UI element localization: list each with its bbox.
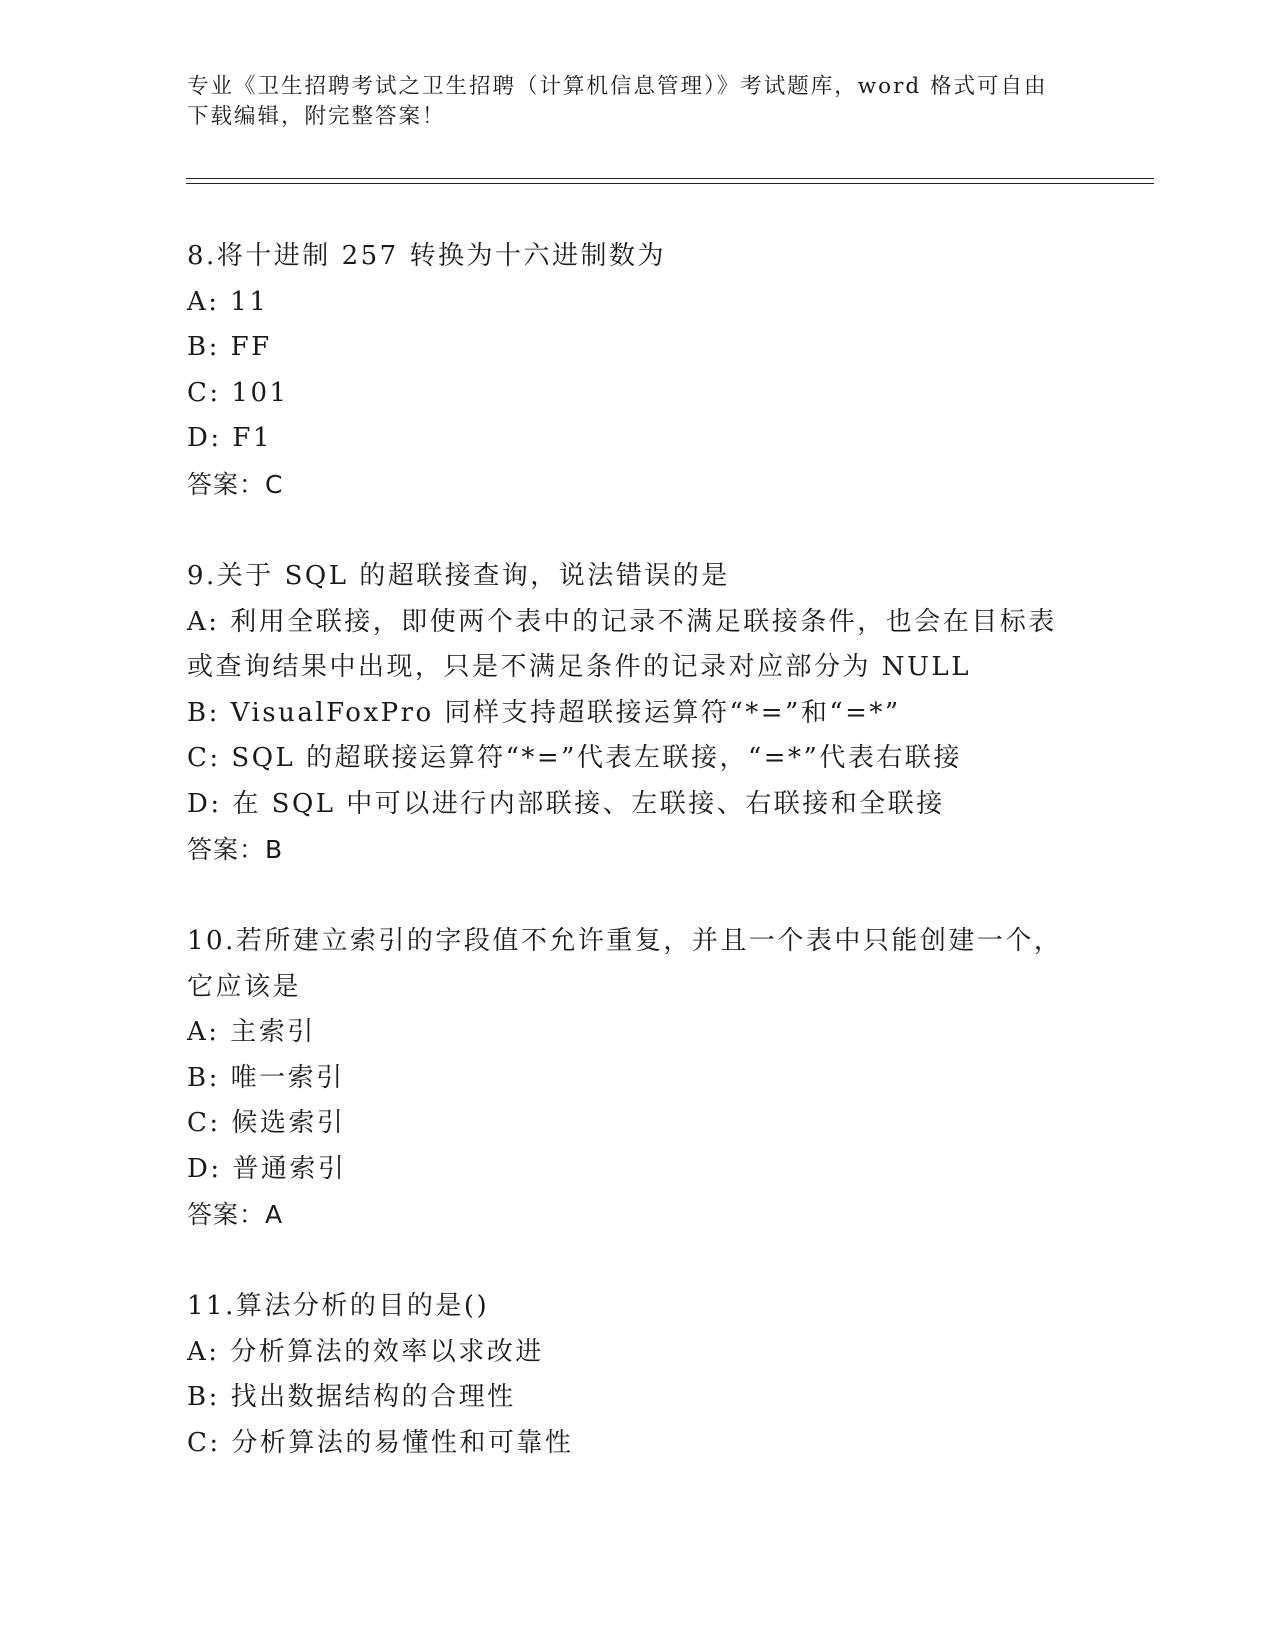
option-d: D: 普通索引 <box>187 1153 347 1184</box>
option-d: D: F1 <box>187 423 272 453</box>
option-a: A: 主索引 <box>187 1017 316 1047</box>
option-c: C: 分析算法的易懂性和可靠性 <box>187 1427 574 1458</box>
option-c: C: 候选索引 <box>187 1108 346 1138</box>
question-stem: 11.算法分析的目的是() <box>187 1291 490 1321</box>
question-stem: 8.将十进制 257 转换为十六进制数为 <box>187 241 666 271</box>
answer: 答案：A <box>187 1200 284 1229</box>
option-d: D: 在 SQL 中可以进行内部联接、左联接、右联接和全联接 <box>187 788 945 819</box>
header-divider-bottom <box>186 183 1154 184</box>
option-b: B: FF <box>187 332 272 362</box>
option-a: A: 利用全联接，即使两个表中的记录不满足联接条件，也会在目标表 <box>187 606 1057 637</box>
document-header <box>187 72 1067 132</box>
question-stem: 10.若所建立索引的字段值不允许重复，并且一个表中只能创建一个， <box>187 926 1063 956</box>
option-b: B: 找出数据结构的合理性 <box>187 1382 516 1412</box>
question-9 <box>187 554 1087 873</box>
answer: 答案：C <box>187 469 284 499</box>
option-b: B: 唯一索引 <box>187 1062 345 1093</box>
option-c: C: SQL 的超联接运算符“*=”代表左联接，“=*”代表右联接 <box>187 743 962 773</box>
option-a-continued: 或查询结果中出现，只是不满足条件的记录对应部分为 NULL <box>187 652 971 682</box>
question-11 <box>187 1284 1087 1466</box>
question-stem: 9.关于 SQL 的超联接查询，说法错误的是 <box>187 561 730 591</box>
option-b: B: VisualFoxPro 同样支持超联接运算符“*=”和“=*” <box>187 697 901 728</box>
question-8 <box>187 234 1087 507</box>
option-c: C: 101 <box>187 377 289 408</box>
option-a: A: 分析算法的效率以求改进 <box>187 1336 544 1367</box>
header-divider-top <box>186 178 1154 179</box>
question-10 <box>187 919 1087 1238</box>
option-a: A: 11 <box>187 286 269 317</box>
answer: 答案：B <box>187 835 284 864</box>
question-stem-continued: 它应该是 <box>187 971 302 1002</box>
header-text: 专业《卫生招聘考试之卫生招聘（计算机信息管理）》考试题库，word 格式可自由下载编辑，附完整答案！ <box>187 74 1048 129</box>
